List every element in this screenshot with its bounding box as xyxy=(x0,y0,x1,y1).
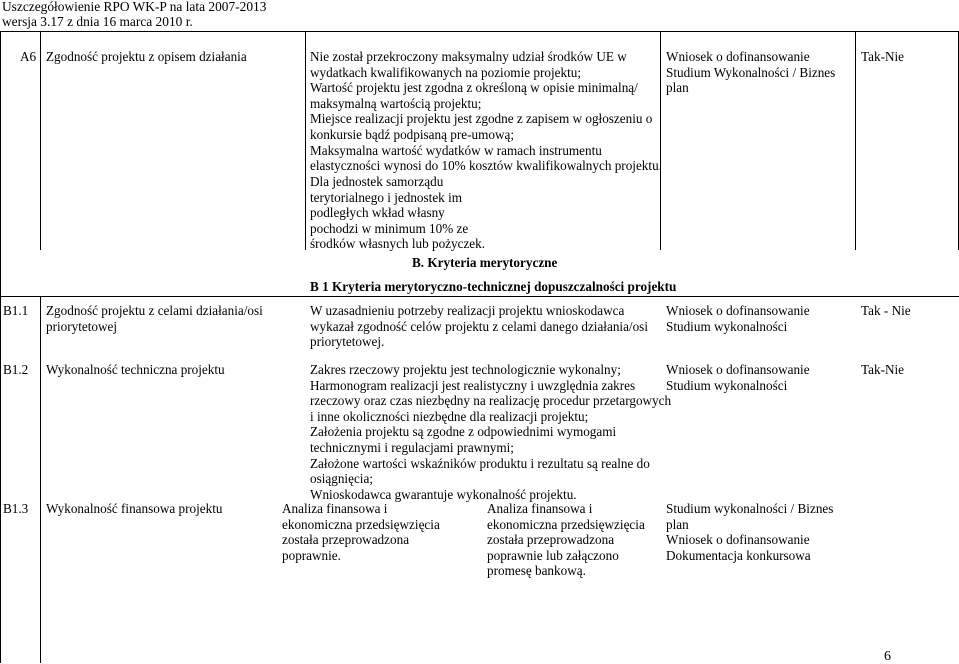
row-criterion-description: Dla jednostek samorządu terytorialnego i jednostek im podległych wkład własny pochodzi w minimum 10% ze środków własnych lub pożyczek. xyxy=(310,174,486,252)
row-verification-source: Studium wykonalności / Biznes plan Wniosek o dofinansowanie Dokumentacja konkursowa xyxy=(666,501,834,563)
document-header xyxy=(2,0,266,29)
row-criterion-description: W uzasadnieniu potrzeby realizacji projektu wnioskodawca wykazał zgodność celów projektu z celami danego działania/osi priorytetowej. xyxy=(310,303,648,350)
row-criterion-description: Nie został przekroczony maksymalny udział środków UE w wydatkach kwalifikowanych na poziomie projektu; Wartość projektu jest zgodna z określoną w opisie minimalną/ maksymalną wartością projektu; Miejsce realizacji projektu jest zgodne z zapisem w ogłoszeniu o konkursie bądź podpisaną pre-umową; Maksymalna wartość wydatków w ramach instrumentu elastyczności wynosi do 10% kosztów kwalifikowalnych projektu. xyxy=(310,49,662,174)
subsection-heading: B 1 Kryteria merytoryczno-technicznej dopuszczalności projektu xyxy=(310,279,677,294)
col-divider xyxy=(305,31,306,250)
row-criterion-description: Analiza finansowa i ekonomiczna przedsięwzięcia została przeprowadzona poprawnie lub załączono promesę bankową. xyxy=(487,501,645,579)
row-code: A6 xyxy=(20,49,37,64)
row-criterion-name: Wykonalność finansowa projektu xyxy=(46,501,223,516)
row-evaluation-type: Tak - Nie xyxy=(861,303,911,318)
table-left-border xyxy=(0,31,1,663)
row-code: B1.3 xyxy=(3,501,29,516)
row-criterion-description: Zakres rzeczowy projektu jest technologicznie wykonalny; Harmonogram realizacji jest realistyczny i uwzględnia zakres rzeczowy oraz czas niezbędny na realizację procedur przetargowych i inne okoliczności niezbędne dla realizacji projektu; Założenia projektu są zgodne z odpowiednimi wymogami technicznymi i regulacjami prawnymi; Założone wartości wskaźników produktu i rezultatu są realne do osiągnięcia; Wnioskodawca gwarantuje wykonalność projektu. xyxy=(310,362,672,502)
header-version: wersja 3.17 z dnia 16 marca 2010 r. xyxy=(2,14,193,29)
row-criterion-name: Zgodność projektu z opisem działania xyxy=(46,49,247,64)
row-code: B1.2 xyxy=(3,362,29,377)
header-title: Uszczegółowienie RPO WK-P na lata 2007-2013 xyxy=(2,0,267,14)
col-divider xyxy=(855,31,856,250)
row-criterion-name: Zgodność projektu z celami działania/osi priorytetowej xyxy=(46,303,263,334)
row-criterion-name: Wykonalność techniczna projektu xyxy=(46,362,225,377)
row-divider xyxy=(0,296,959,297)
section-heading: B. Kryteria merytoryczne xyxy=(412,255,558,270)
row-evaluation-type: Tak-Nie xyxy=(861,49,905,64)
col-divider xyxy=(40,296,41,663)
row-verification-source: Wniosek o dofinansowanie Studium wykonalności xyxy=(666,362,810,393)
row-criterion-description: Analiza finansowa i ekonomiczna przedsięwzięcia została przeprowadzona poprawnie. xyxy=(282,501,440,563)
col-divider xyxy=(40,31,41,250)
table-top-border xyxy=(0,31,959,32)
row-evaluation-type: Tak-Nie xyxy=(861,362,905,377)
row-verification-source: Wniosek o dofinansowanie Studium wykonalności xyxy=(666,303,810,334)
page-number: 6 xyxy=(884,649,891,664)
row-verification-source: Wniosek o dofinansowanie Studium Wykonalności / Biznes plan xyxy=(666,49,836,96)
row-code: B1.1 xyxy=(3,303,29,318)
